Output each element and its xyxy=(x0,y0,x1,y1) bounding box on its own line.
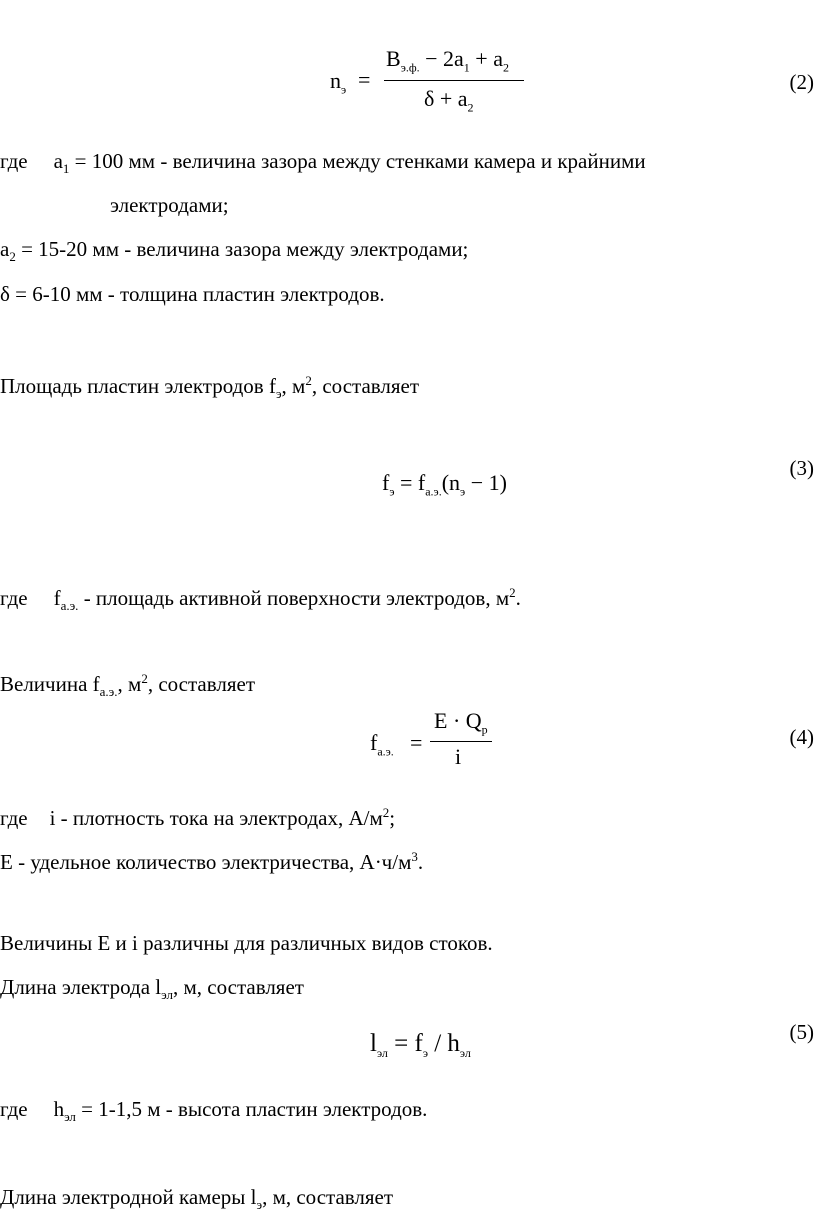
eq4-denominator: i xyxy=(455,744,462,769)
where-fae-line: где $f_{а.э.}$ - площадь активной поверхности электродов, $м^2$. xyxy=(0,585,521,614)
eq2-equals: = xyxy=(358,67,371,92)
eq2-numerator: $B_{э.ф.} - 2a_1 + a_2$ xyxy=(386,46,509,75)
eq3-number: (3) xyxy=(789,456,814,480)
eq4-number: (4) xyxy=(789,725,814,749)
eq4-fraction-bar xyxy=(430,741,492,742)
delta-line: δ = 6-10 мм - толщина пластин электродов. xyxy=(0,282,385,306)
eq2-lhs: n xyxy=(330,68,341,93)
eq2-fraction-bar xyxy=(384,80,524,81)
a2-line: $a_2 = 15-20$ мм - величина зазора между электродами; xyxy=(0,237,469,265)
electrode-length-line: Длина электрода $l_{эл}$, м, составляет xyxy=(0,975,304,1003)
chamber-length-line: Длина электродной камеры $l_э$, м, составляет xyxy=(0,1185,394,1213)
where-i-line: где i - плотность тока на электродах, $А/м^2$; xyxy=(0,805,396,830)
plate-area-line: Площадь пластин электродов $f_э$, $м^2$, составляет xyxy=(0,373,420,402)
fae-value-line: Величина $f_{а.э.}$, $м^2$, составляет xyxy=(0,671,256,700)
eq4-numerator: $E \cdot Q_р$ xyxy=(434,708,488,737)
a1-continuation: электродами; xyxy=(110,193,229,217)
e-i-vary-line: Величины Е и i различны для различных видов стоков. xyxy=(0,931,493,955)
eq2-denominator: $\delta + a_2$ xyxy=(424,86,474,115)
eq5-number: (5) xyxy=(789,1020,814,1044)
eq2-number: (2) xyxy=(789,70,814,94)
where-h-line: где $h_{эл} = 1-1,5$ м - высота пластин электродов. xyxy=(0,1097,428,1125)
e-definition-line: Е - удельное количество электричества, $А\cdot ч/м^3$. xyxy=(0,849,424,874)
where-a1-line: где $a_1 = 100$ мм - величина зазора между стенками камера и крайними xyxy=(0,149,646,177)
